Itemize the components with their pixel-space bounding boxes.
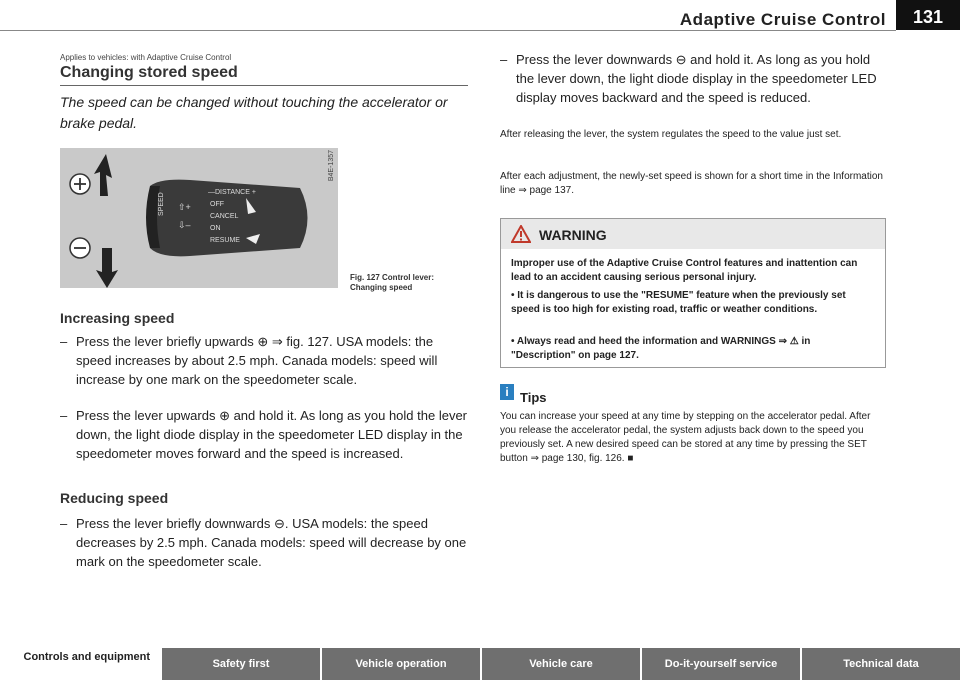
page-number: 131 bbox=[896, 0, 960, 30]
figure-caption-line1: Fig. 127 Control lever: bbox=[350, 273, 435, 282]
svg-text:⇩–: ⇩– bbox=[178, 220, 191, 230]
reducing-bullet-1: – Press the lever briefly downwards ⊖. USA models: the speed decreases by 2.5 mph. Canada models: speed will decrease by one mark on the speedometer scale. bbox=[76, 514, 468, 571]
footer-tab-vehicle-care[interactable]: Vehicle care bbox=[482, 648, 640, 680]
warning-paragraph-3: • Always read and heed the information and WARNINGS ⇒ ⚠ in "Description" on page 127. bbox=[511, 336, 811, 361]
info-icon: i bbox=[500, 384, 514, 400]
section-rule bbox=[60, 85, 468, 86]
footer-tab-diy-service[interactable]: Do-it-yourself service bbox=[642, 648, 800, 680]
svg-text:OFF: OFF bbox=[210, 201, 224, 208]
control-lever-illustration bbox=[60, 148, 338, 288]
chapter-footer bbox=[0, 648, 960, 680]
tips-title: Tips bbox=[520, 390, 547, 405]
increasing-bullet-1: – Press the lever briefly upwards ⊕ ⇒ fig. 127. USA models: the speed increases by about 2.5 mph. Canada models: speed will increase by one mark on the speedometer scale. bbox=[76, 332, 468, 389]
svg-text:CANCEL: CANCEL bbox=[210, 213, 239, 220]
intro-text: The speed can be changed without touching the accelerator or brake pedal. bbox=[60, 94, 448, 131]
warning-box bbox=[500, 218, 886, 368]
svg-text:RESUME: RESUME bbox=[210, 237, 240, 244]
footer-tab-technical-data[interactable]: Technical data bbox=[802, 648, 960, 680]
svg-text:ON: ON bbox=[210, 225, 221, 232]
warning-paragraph-1: Improper use of the Adaptive Cruise Control features and inattention can lead to an accident causing serious personal injury. bbox=[511, 258, 858, 283]
warning-title: WARNING bbox=[539, 227, 607, 243]
right-bullet-1: – Press the lever downwards ⊖ and hold it. As long as you hold the lever down, the light diode display in the speedometer LED display moves backward and the speed is reduced. bbox=[516, 50, 886, 107]
increasing-speed-heading: Increasing speed bbox=[60, 310, 175, 326]
footer-tab-controls[interactable]: Controls and equipment bbox=[0, 648, 158, 680]
warning-paragraph-2: • It is dangerous to use the "RESUME" feature when the previously set speed is too high for existing road, traffic or weather conditions. bbox=[511, 290, 846, 315]
applies-to-note: Applies to vehicles: with Adaptive Cruise Control bbox=[60, 53, 232, 62]
right-paragraph-2: After each adjustment, the newly-set speed is shown for a short time in the Information line ⇒ page 137. bbox=[500, 171, 883, 196]
tips-text: You can increase your speed at any time by stepping on the accelerator pedal. After you release the accelerator pedal, the system adjusts back down to the speed you previously set. A new desired speed can be stored at any time by pressing the SET button ⇒ page 130, fig. 126. ■ bbox=[500, 411, 871, 464]
warning-header bbox=[501, 219, 885, 249]
figure-caption bbox=[350, 273, 434, 293]
figure-caption-line2: Changing speed bbox=[350, 283, 413, 292]
control-lever-figure bbox=[60, 148, 338, 288]
footer-tab-vehicle-operation[interactable]: Vehicle operation bbox=[322, 648, 480, 680]
footer-tab-safety[interactable]: Safety first bbox=[162, 648, 320, 680]
svg-text:SPEED: SPEED bbox=[158, 192, 165, 216]
warning-triangle-icon bbox=[511, 225, 531, 243]
page-header-title: Adaptive Cruise Control bbox=[679, 10, 886, 29]
increasing-bullet-2: – Press the lever upwards ⊕ and hold it. As long as you hold the lever down, the light diode display in the speedometer LED display in the speedometer moves forward and the speed is increased. bbox=[76, 406, 468, 463]
svg-text:—DISTANCE +: —DISTANCE + bbox=[208, 189, 256, 196]
right-paragraph-1: After releasing the lever, the system regulates the speed to the value just set. bbox=[500, 129, 842, 140]
figure-code: B4E-1357 bbox=[328, 150, 335, 182]
header-rule bbox=[0, 30, 896, 31]
section-title: Changing stored speed bbox=[60, 64, 238, 81]
svg-text:⇧+: ⇧+ bbox=[178, 202, 191, 212]
reducing-speed-heading: Reducing speed bbox=[60, 490, 169, 506]
